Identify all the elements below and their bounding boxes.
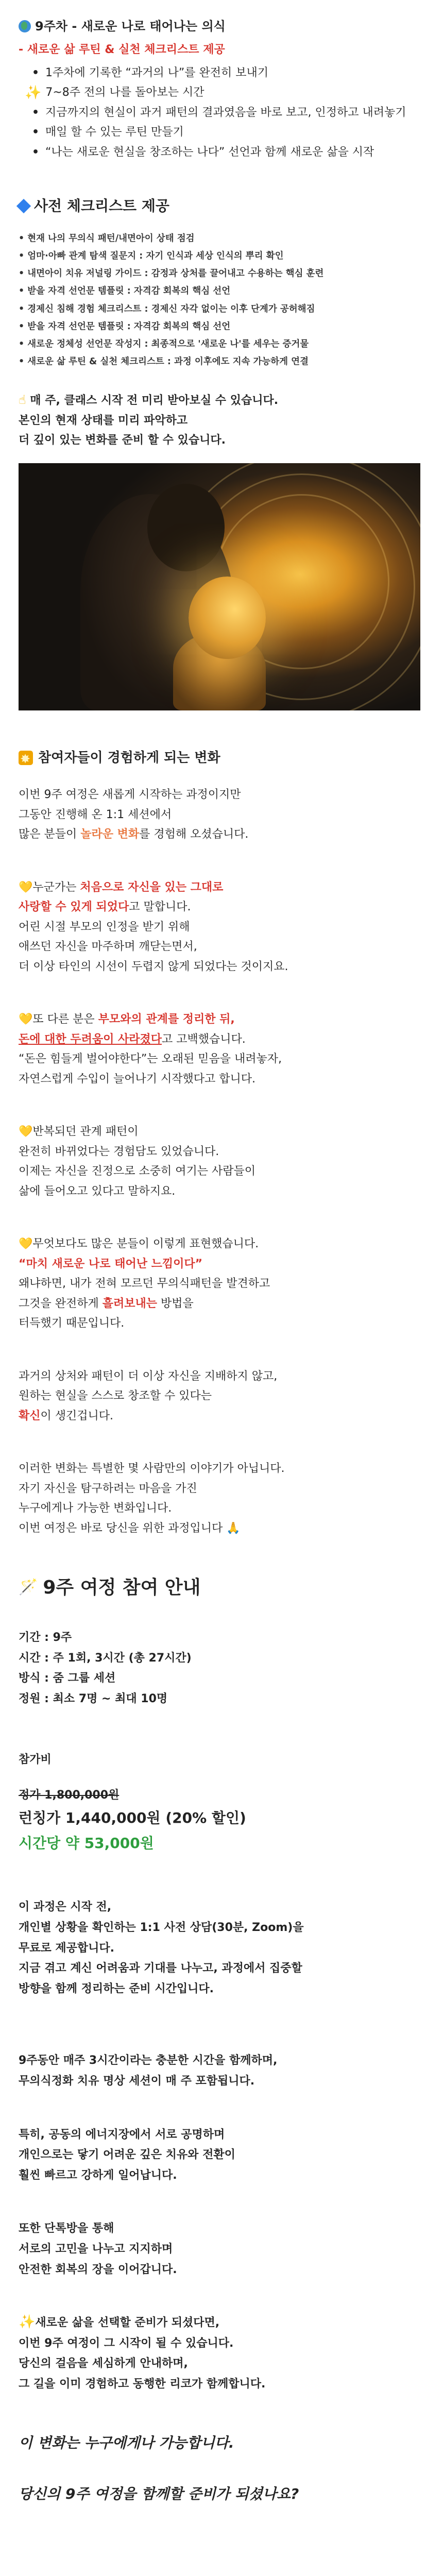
week-bullets [32, 63, 424, 83]
week-title-row [19, 15, 424, 37]
closing-line: 당신의 9주 여정을 함께할 준비가 되셨나요? [19, 2485, 299, 2503]
adult-head-silhouette [147, 484, 225, 571]
text-line: 그동안 진행해 온 1:1 세션에서 [19, 808, 172, 821]
changes-intro [19, 785, 424, 845]
list-item: • 매일 할 수 있는 루틴 만들기 [32, 123, 424, 143]
group-chat-paragraph [19, 2218, 424, 2280]
changes-section [19, 747, 424, 1539]
checklist-title-row [19, 193, 424, 218]
price-block [19, 1786, 424, 1856]
burst-icon [19, 751, 33, 765]
change-story-3 [19, 1122, 424, 1201]
text-line: 개인별 상황을 확인하는 1:1 사전 상담(30분, Zoom)을 [19, 1921, 304, 1934]
sparkle-icon: ✨ [19, 2314, 36, 2330]
text-line: 자기 자신을 탐구하려는 마음을 가진 [19, 1482, 197, 1495]
note-line: 더 깊이 있는 변화를 준비 할 수 있습니다. [19, 434, 226, 447]
checklist-section [19, 193, 424, 451]
text-line: 확신이 생긴겁니다. [19, 1409, 114, 1422]
heart-icon: 💛 [19, 880, 33, 894]
text-line: 과거의 상처와 패턴이 더 이상 자신을 지배하지 않고, [19, 1369, 278, 1383]
period-text: 기간 : 9주 [19, 1631, 72, 1644]
checklist-item: • 새로운 정체성 선언문 작성지 : 최종적으로 '새로운 나'를 세우는 증거물 [19, 335, 424, 353]
checklist-item: • 엄마·아빠 관계 탐색 질문지 : 자기 인식과 세상 인식의 뿌리 확인 [19, 247, 424, 265]
capacity-text: 정원 : 최소 7명 ~ 최대 10명 [19, 1692, 168, 1705]
text-line: 서로의 고민을 나누고 지지하며 [19, 2242, 173, 2256]
list-item: • “나는 새로운 현실을 창조하는 나다” 선언과 함께 새로운 삶을 시작 [32, 143, 424, 163]
checklist-item: • 새로운 삶 루틴 & 실천 체크리스트 : 과정 이후에도 지속 가능하게 연결 [19, 353, 424, 370]
text-line: 원하는 현실을 스스로 창조할 수 있다는 [19, 1389, 212, 1402]
diamond-icon [16, 198, 31, 213]
fee-label: 참가비 [19, 1753, 52, 1767]
guide-info [19, 1628, 424, 1709]
closing [19, 2430, 424, 2506]
change-story-1 [19, 878, 424, 977]
text-line: ✨새로운 삶을 선택할 준비가 되셨다면, [19, 2314, 220, 2330]
pointing-hand-icon: ☝ [19, 393, 26, 407]
text-line: 이러한 변화는 특별한 몇 사람만의 이야기가 아닙니다. [19, 1462, 285, 1475]
change-story-6 [19, 1459, 424, 1538]
text-line: 자연스럽게 수입이 늘어나기 시작했다고 합니다. [19, 1072, 256, 1086]
price-launch: 런칭가 1,440,000원 (20% 할인) [19, 1809, 246, 1827]
text-line: 지금 겪고 계신 어려움과 기대를 나누고, 과정에서 집중할 [19, 1962, 302, 1975]
text-line: 삶에 들어오고 있다고 말하지요. [19, 1184, 176, 1198]
text-line: 애쓰던 자신을 마주하며 깨닫는면서, [19, 940, 197, 953]
heart-icon: 💛 [19, 1125, 33, 1138]
text-line: 터득했기 때문입니다. [19, 1317, 125, 1330]
text-line: 완전히 바뀌었다는 경험담도 있었습니다. [19, 1145, 219, 1158]
text-line: 이번 여정은 바로 당신을 위한 과정입니다 🙏 [19, 1521, 241, 1535]
note-line: 본인의 현재 상태를 미리 파악하고 [19, 414, 188, 427]
heart-icon: 💛 [19, 1238, 33, 1250]
text-line: 특히, 공동의 에너지장에서 서로 공명하며 [19, 2128, 225, 2141]
highlight-quote: “마치 새로운 나로 태어난 느낌이다” [19, 1257, 203, 1270]
heart-icon: 💛 [19, 1013, 33, 1026]
highlight-text: 놀라운 변화 [80, 828, 140, 841]
checklist-item: • 내면아이 치유 저널링 가이드 : 감정과 상처를 끌어내고 수용하는 핵심 훈련 [19, 265, 424, 282]
method-text: 방식 : 줌 그룹 세션 [19, 1672, 116, 1685]
change-story-2 [19, 1010, 424, 1089]
text-line: 더 이상 타인의 시선이 두렵지 않게 되었다는 것이지요. [19, 960, 288, 973]
changes-title-row [19, 747, 424, 770]
magic-wand-icon: 🪄 [19, 1578, 38, 1597]
text-line: 훨씬 빠르고 강하게 일어납니다. [19, 2168, 177, 2182]
price-regular: 정가 1,800,000원 [19, 1788, 120, 1802]
text-line: 9주동안 매주 3시간이라는 충분한 시간을 함께하며, [19, 2054, 278, 2067]
text-line: “돈은 힘들게 벌어야한다”는 오래된 믿음을 내려놓자, [19, 1053, 282, 1065]
text-line: 이 과정은 시작 전, [19, 1901, 112, 1914]
text-line: 많은 분들이 놀라운 변화를 경험해 오셨습니다. [19, 828, 249, 841]
note-line: 매 주, 클래스 시작 전 미리 받아보실 수 있습니다. [30, 394, 279, 407]
text-line: 안전한 회복의 장을 이어갑니다. [19, 2263, 177, 2276]
text-line: 💛무엇보다도 많은 분들이 이렇게 표현했습니다. [19, 1238, 259, 1250]
mother-child-illustration [19, 463, 420, 710]
text-line: 당신의 걸음을 세심하게 안내하며, [19, 2357, 188, 2370]
checklist-item: • 받을 자격 선언문 템플릿 : 자격감 회복의 핵심 선언 [19, 318, 424, 335]
time-text: 시간 : 주 1회, 3시간 (총 27시간) [19, 1651, 192, 1665]
text-line: 누구에게나 가능한 변화입니다. [19, 1502, 172, 1515]
ready-paragraph [19, 2313, 424, 2394]
text-line: 💛누군가는 처음으로 자신을 있는 그대로 [19, 880, 224, 894]
text-line: 이제는 자신을 진정으로 소중히 여기는 사람들이 [19, 1165, 256, 1178]
checklist-title: 사전 체크리스트 제공 [34, 197, 169, 214]
guide-title: 9주 여정 참여 안내 [43, 1577, 201, 1598]
text-line: 방향을 함께 정리하는 준비 시간입니다. [19, 1982, 214, 1995]
change-story-5 [19, 1367, 424, 1427]
globe-icon [19, 20, 31, 32]
glowing-child [189, 577, 266, 659]
text-line: 왜냐하면, 내가 전혀 모르던 무의식패턴을 발견하고 [19, 1277, 270, 1290]
price-hourly: 시간당 약 53,000원 [19, 1835, 154, 1852]
text-line: 무의식정화 치유 명상 세션이 매 주 포함됩니다. [19, 2074, 255, 2088]
closing-line: 이 변화는 누구에게나 가능합니다. [19, 2434, 234, 2452]
text-line: 돈에 대한 두려움이 사라졌다고 고백했습니다. [19, 1032, 246, 1046]
text-line: 💛반복되던 관계 패턴이 [19, 1125, 139, 1138]
sparkle-icon: ✨ [25, 85, 42, 101]
text-line: 그것을 완전하게 흘려보내는 방법을 [19, 1297, 194, 1310]
text-line: 사랑할 수 있게 되었다고 말합니다. [19, 901, 191, 913]
review-heading-row [25, 83, 424, 103]
changes-title: 참여자들이 경험하게 되는 변화 [38, 750, 220, 766]
text-line: 무료로 제공합니다. [19, 1941, 115, 1955]
checklist-item: • 현재 나의 무의식 패턴/내면아이 상태 점검 [19, 230, 424, 247]
guide-title-row [19, 1571, 424, 1604]
text-line: 💛또 다른 분은 부모와의 관계를 정리한 뒤, [19, 1013, 235, 1026]
session-paragraph [19, 2050, 424, 2091]
text-line: 또한 단톡방을 통해 [19, 2222, 114, 2235]
list-item: • 지금까지의 현실이 과거 패턴의 결과였음을 바로 보고, 인정하고 내려놓기 [32, 103, 424, 123]
review-heading: 7~8주 전의 나를 돌아보는 시간 [45, 86, 205, 99]
text-line: 이번 9주 여정은 새롭게 시작하는 과정이지만 [19, 788, 241, 801]
checklist-items [19, 230, 424, 370]
change-story-4 [19, 1234, 424, 1334]
checklist-item: • 경제신 침해 경험 체크리스트 : 경제신 자각 없이는 이후 단계가 공허해짐 [19, 300, 424, 318]
checklist-item: • 받을 자격 선언문 템플릿 : 자격감 회복의 핵심 선언 [19, 282, 424, 300]
week-subtitle: - 새로운 삶 루틴 & 실천 체크리스트 제공 [19, 43, 225, 56]
text-line: 개인으로는 닿기 어려운 깊은 치유와 전환이 [19, 2148, 235, 2162]
text-line: 이번 9주 여정이 그 시작이 될 수 있습니다. [19, 2336, 234, 2350]
text-line: 어린 시절 부모의 인정을 받기 위해 [19, 920, 190, 934]
week-title: 9주차 - 새로운 나로 태어나는 의식 [35, 19, 226, 33]
energy-paragraph [19, 2125, 424, 2186]
consult-paragraph [19, 1897, 424, 1999]
guide-section [19, 1571, 424, 2506]
text-line: 그 길을 이미 경험하고 동행한 리코가 함께합니다. [19, 2377, 266, 2391]
week-section [19, 15, 424, 162]
checklist-note [19, 389, 424, 451]
review-bullets [32, 103, 424, 163]
list-item: • 1주차에 기록한 “과거의 나”를 완전히 보내기 [32, 63, 424, 83]
